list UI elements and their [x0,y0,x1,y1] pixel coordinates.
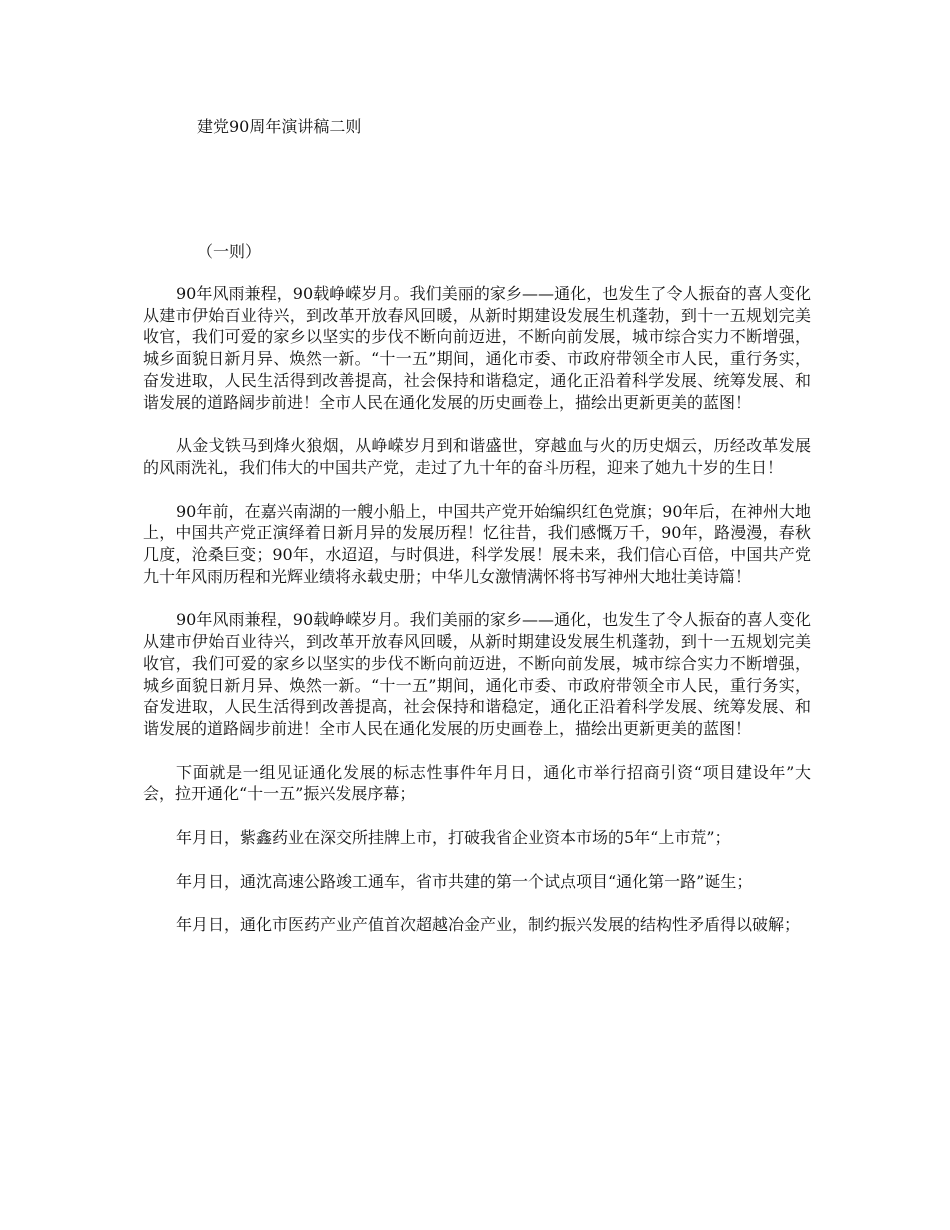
paragraph-3: 90年前，在嘉兴南湖的一艘小船上，中国共产党开始编织红色党旗；90年后，在神州大地上，中国共产党正演绎着日新月异的发展历程！忆往昔，我们感慨万千，90年，路漫漫，春秋几度，沧桑巨变；90年，水迢迢，与时俱进，科学发展！展未来，我们信心百倍，中国共产党九十年风雨历程和光辉业绩将永载史册；中华儿女激情满怀将书写神州大地壮美诗篇！ [143,501,811,586]
paragraph-6: 年月日，紫鑫药业在深交所挂牌上市，打破我省企业资本市场的5年“上市荒”； [176,828,731,848]
document-title: 建党90周年演讲稿二则 [197,117,362,136]
paragraph-1: 90年风雨兼程，90载峥嵘岁月。我们美丽的家乡——通化，也发生了令人振奋的喜人变化从建市伊始百业待兴，到改革开放春风回暖，从新时期建设发展生机蓬勃，到十一五规划完美收官，我们可爱的家乡以坚实的步伐不断向前迈进，不断向前发展，城市综合实力不断增强，城乡面貌日新月异、焕然一新。“十一五”期间，通化市委、市政府带领全市人民，重行务实，奋发进取，人民生活得到改善提高，社会保持和谐稳定，通化正沿着科学发展、统筹发展、和谐发展的道路阔步前进！全市人民在通化发展的历史画卷上，描绘出更新更美的蓝图！ [143,284,811,412]
paragraph-2: 从金戈铁马到烽火狼烟，从峥嵘岁月到和谐盛世，穿越血与火的历史烟云，历经改革发展的风雨洗礼，我们伟大的中国共产党，走过了九十年的奋斗历程，迎来了她九十岁的生日！ [143,436,811,477]
document-body [143,283,811,958]
paragraph-8: 年月日，通化市医药产业产值首次超越冶金产业，制约振兴发展的结构性矛盾得以破解； [176,915,801,935]
paragraph-5: 下面就是一组见证通化发展的标志性事件年月日，通化市举行招商引资“项目建设年”大会，拉开通化“十一五”振兴发展序幕； [143,762,811,804]
paragraph-4: 90年风雨兼程，90载峥嵘岁月。我们美丽的家乡——通化，也发生了令人振奋的喜人变化从建市伊始百业待兴，到改革开放春风回暖，从新时期建设发展生机蓬勃，到十一五规划完美收官，我们可爱的家乡以坚实的步伐不断向前迈进，不断向前发展，城市综合实力不断增强，城乡面貌日新月异、焕然一新。“十一五”期间，通化市委、市政府带领全市人民，重行务实，奋发进取，人民生活得到改善提高，社会保持和谐稳定，通化正沿着科学发展、统筹发展、和谐发展的道路阔步前进！全市人民在通化发展的历史画卷上，描绘出更新更美的蓝图！ [143,610,811,738]
section-label: （一则） [197,242,262,261]
paragraph-7: 年月日，通沈高速公路竣工通车，省市共建的第一个试点项目“通化第一路”诞生； [176,871,753,891]
